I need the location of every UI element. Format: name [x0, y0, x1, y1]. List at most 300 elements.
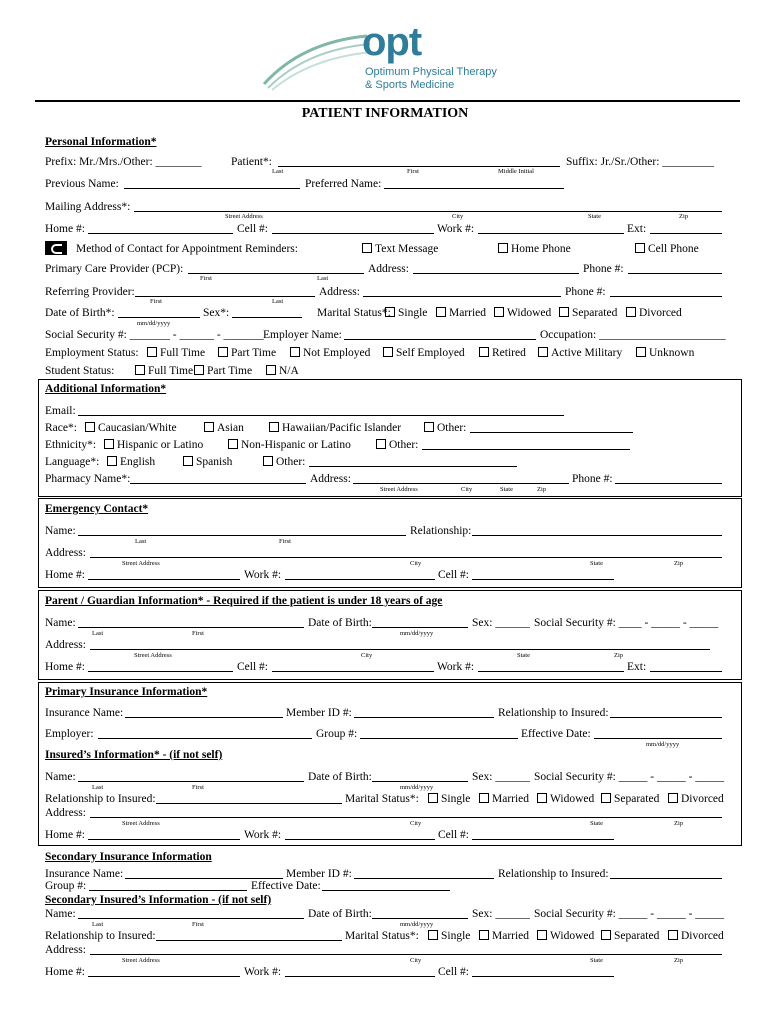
guardian-state-caption: State [517, 652, 530, 659]
emergency-relationship-line[interactable] [472, 535, 722, 536]
cell-phone-label: Cell Phone [648, 243, 699, 255]
preferred-name-label: Preferred Name: [305, 178, 382, 190]
insured-rel-line[interactable] [156, 803, 342, 804]
race-caucasian-option[interactable] [85, 421, 177, 435]
emp-part-label: Part Time [231, 347, 277, 359]
contact-cell-option[interactable] [635, 242, 699, 256]
insured-married-label: Married [492, 793, 530, 805]
phone-icon [45, 241, 67, 255]
guardian-name-line[interactable] [78, 627, 304, 628]
ext-label: Ext: [627, 223, 647, 235]
insured-single-label: Single [441, 793, 471, 805]
emp-full-checkbox[interactable] [147, 347, 157, 357]
patient-last-caption: Last [272, 168, 284, 175]
insured-divorced-label: Divorced [681, 793, 724, 805]
emp-part-checkbox[interactable] [218, 347, 228, 357]
pcp-address-label: Address: [368, 263, 409, 275]
ethnicity-hispanic-checkbox[interactable] [104, 439, 114, 449]
pcp-label: Primary Care Provider (PCP): [45, 263, 184, 275]
mailing-state-caption: State [588, 213, 601, 220]
emp-not-option[interactable] [290, 346, 370, 360]
sec-separated-checkbox[interactable] [601, 930, 611, 940]
primary-group-line[interactable] [360, 738, 518, 739]
guardian-dob-line[interactable] [372, 627, 468, 628]
language-other-option[interactable] [263, 455, 305, 469]
insured-first-caption: First [192, 784, 204, 791]
language-english-option[interactable] [107, 455, 155, 469]
secondary-member-label: Member ID #: [286, 868, 352, 880]
guardian-sex-field[interactable]: Sex: ______ [472, 617, 530, 629]
personal-heading: Personal Information* [45, 136, 157, 148]
guardian-ssn-field[interactable]: Social Security #: ____ - _____ - _____ [534, 617, 719, 629]
insured-zip-caption: Zip [674, 820, 684, 827]
referring-address-label: Address: [319, 286, 360, 298]
emp-retired-option[interactable] [479, 346, 526, 360]
primary-insname-line[interactable] [125, 717, 283, 718]
ethnicity-non-label: Non-Hispanic or Latino [241, 439, 351, 451]
sec-insured-home-line[interactable] [88, 976, 240, 977]
dob-format-caption: mm/dd/yyyy [137, 320, 171, 327]
text-message-checkbox[interactable] [362, 243, 372, 253]
sec-insured-dob-label: Date of Birth: [308, 908, 372, 920]
pharmacy-phone-label: Phone #: [572, 473, 613, 485]
sec-insured-street-caption: Street Address [122, 957, 160, 964]
secondary-group-label: Group #: [45, 880, 87, 892]
primary-relationship-label: Relationship to Insured: [498, 707, 609, 719]
race-caucasian-label: Caucasian/White [98, 422, 177, 434]
primary-heading: Primary Insurance Information* [45, 686, 208, 698]
referring-address-line[interactable] [363, 296, 561, 297]
sec-separated-option[interactable] [601, 929, 659, 943]
insured-divorced-option[interactable] [668, 792, 724, 806]
sec-insured-zip-caption: Zip [674, 957, 684, 964]
ethnicity-other-line[interactable] [422, 449, 630, 450]
married-checkbox[interactable] [436, 307, 446, 317]
guardian-home-line[interactable] [88, 671, 233, 672]
emp-unknown-checkbox[interactable] [636, 347, 646, 357]
emp-military-option[interactable] [538, 346, 622, 360]
emergency-cell-line[interactable] [472, 579, 614, 580]
insured-separated-option[interactable] [601, 792, 659, 806]
insured-marital-label: Marital Status*: [345, 793, 419, 805]
referring-last-caption: Last [272, 298, 284, 305]
sex-line[interactable] [232, 317, 302, 318]
dob-label: Date of Birth*: [45, 307, 115, 319]
emp-not-label: Not Employed [303, 347, 371, 359]
insured-dob-caption: mm/dd/yyyy [400, 784, 434, 791]
student-status-label: Student Status: [45, 365, 115, 377]
home-phone-checkbox[interactable] [498, 243, 508, 253]
race-hawaiian-option[interactable] [269, 421, 401, 435]
sec-divorced-label: Divorced [681, 930, 724, 942]
ethnicity-label: Ethnicity*: [45, 439, 97, 451]
emergency-work-line[interactable] [285, 579, 435, 580]
sec-insured-rel-label: Relationship to Insured: [45, 930, 156, 942]
employer-line[interactable] [344, 339, 536, 340]
student-part-checkbox[interactable] [194, 365, 204, 375]
pcp-phone-line[interactable] [628, 273, 722, 274]
page-title: PATIENT INFORMATION [301, 106, 469, 121]
guardian-home-label: Home #: [45, 661, 85, 673]
occupation-field[interactable]: Occupation: ______________________ [540, 329, 726, 341]
emp-military-checkbox[interactable] [538, 347, 548, 357]
sec-divorced-option[interactable] [668, 929, 724, 943]
contact-method-label: Method of Contact for Appointment Reminders: [76, 243, 298, 255]
cell-phone-checkbox[interactable] [635, 243, 645, 253]
emergency-last-caption: Last [135, 538, 147, 545]
suffix-field[interactable]: Suffix: Jr./Sr./Other: _________ [566, 156, 715, 168]
widowed-option[interactable] [494, 306, 551, 320]
guardian-first-caption: First [192, 630, 204, 637]
secondary-effective-label: Effective Date: [251, 880, 321, 892]
race-label: Race*: [45, 422, 77, 434]
emergency-address-label: Address: [45, 547, 86, 559]
work-line[interactable] [478, 233, 624, 234]
logo-swoosh-icon [262, 32, 372, 92]
language-spanish-checkbox[interactable] [183, 456, 193, 466]
patient-first-caption: First [407, 168, 419, 175]
single-checkbox[interactable] [385, 307, 395, 317]
separated-label: Separated [572, 307, 618, 319]
student-full-option[interactable] [135, 364, 193, 378]
race-other-line[interactable] [470, 432, 633, 433]
sec-widowed-checkbox[interactable] [537, 930, 547, 940]
emergency-work-label: Work #: [244, 569, 282, 581]
sec-single-option[interactable] [428, 929, 470, 943]
sec-single-label: Single [441, 930, 471, 942]
additional-heading: Additional Information* [45, 383, 167, 395]
sec-insured-work-label: Work #: [244, 966, 282, 978]
emergency-home-label: Home #: [45, 569, 85, 581]
mailing-label: Mailing Address*: [45, 201, 131, 213]
language-other-checkbox[interactable] [263, 456, 273, 466]
divorced-checkbox[interactable] [626, 307, 636, 317]
guardian-address-label: Address: [45, 639, 86, 651]
emp-not-checkbox[interactable] [290, 347, 300, 357]
insured-address-label: Address: [45, 807, 86, 819]
pharmacy-label: Pharmacy Name*: [45, 473, 131, 485]
primary-insured-heading: Insured’s Information* - (if not self) [45, 749, 223, 761]
language-spanish-option[interactable] [183, 455, 232, 469]
dob-line[interactable] [118, 317, 200, 318]
secondary-relationship-label: Relationship to Insured: [498, 868, 609, 880]
student-full-checkbox[interactable] [135, 365, 145, 375]
guardian-name-label: Name: [45, 617, 76, 629]
insured-name-label: Name: [45, 771, 76, 783]
insured-married-option[interactable] [479, 792, 529, 806]
guardian-cell-label: Cell #: [237, 661, 268, 673]
race-caucasian-checkbox[interactable] [85, 422, 95, 432]
sec-married-label: Married [492, 930, 530, 942]
guardian-dob-caption: mm/dd/yyyy [400, 630, 434, 637]
insured-address-line[interactable] [90, 817, 722, 818]
sec-insured-cell-line[interactable] [472, 976, 614, 977]
ext-line[interactable] [650, 233, 722, 234]
pharmacy-line[interactable] [130, 483, 306, 484]
sec-insured-last-caption: Last [92, 921, 104, 928]
guardian-last-caption: Last [92, 630, 104, 637]
insured-single-option[interactable] [428, 792, 470, 806]
single-label: Single [398, 307, 428, 319]
pharmacy-city-caption: City [461, 486, 473, 493]
insured-ssn-field[interactable]: Social Security #: _____ - _____ - _____ [534, 771, 725, 783]
sec-insured-state-caption: State [590, 957, 603, 964]
sec-insured-cell-label: Cell #: [438, 966, 469, 978]
student-na-label: N/A [279, 365, 299, 377]
home-phone-label: Home Phone [511, 243, 571, 255]
ethnicity-other-option[interactable] [376, 438, 418, 452]
ethnicity-non-option[interactable] [228, 438, 351, 452]
student-full-label: Full Time [148, 365, 194, 377]
emp-military-label: Active Military [551, 347, 623, 359]
emp-self-checkbox[interactable] [383, 347, 393, 357]
language-label: Language*: [45, 456, 100, 468]
secondary-relationship-line[interactable] [610, 878, 722, 879]
sec-married-checkbox[interactable] [479, 930, 489, 940]
insured-city-caption: City [410, 820, 422, 827]
guardian-dob-label: Date of Birth: [308, 617, 372, 629]
insured-name-line[interactable] [78, 781, 304, 782]
ethnicity-non-checkbox[interactable] [228, 439, 238, 449]
sec-widowed-label: Widowed [550, 930, 595, 942]
secondary-heading: Secondary Insurance Information [45, 851, 212, 863]
ethnicity-hispanic-label: Hispanic or Latino [117, 439, 204, 451]
sec-divorced-checkbox[interactable] [668, 930, 678, 940]
emergency-city-caption: City [410, 560, 422, 567]
insured-cell-label: Cell #: [438, 829, 469, 841]
guardian-work-label: Work #: [437, 661, 475, 673]
guardian-zip-caption: Zip [614, 652, 624, 659]
sec-insured-sex-field[interactable]: Sex: ______ [472, 908, 530, 920]
emp-self-option[interactable] [383, 346, 465, 360]
pharmacy-phone-line[interactable] [615, 483, 722, 484]
pharmacy-zip-caption: Zip [537, 486, 547, 493]
previous-name-line[interactable] [124, 188, 300, 189]
marital-label: Marital Status*: [317, 307, 391, 319]
primary-effective-caption: mm/dd/yyyy [646, 741, 680, 748]
email-line[interactable] [78, 415, 564, 416]
mailing-line[interactable] [134, 211, 722, 212]
insured-work-label: Work #: [244, 829, 282, 841]
secondary-group-line[interactable] [89, 890, 247, 891]
ethnicity-other-label: Other: [389, 439, 419, 451]
student-part-label: Part Time [207, 365, 253, 377]
logo [262, 20, 497, 96]
insured-widowed-option[interactable] [537, 792, 594, 806]
cell-label: Cell #: [237, 223, 268, 235]
widowed-label: Widowed [507, 307, 552, 319]
married-label: Married [449, 307, 487, 319]
insured-home-label: Home #: [45, 829, 85, 841]
pcp-address-line[interactable] [413, 273, 579, 274]
secondary-insname-label: Insurance Name: [45, 868, 124, 880]
insured-rel-label: Relationship to Insured: [45, 793, 156, 805]
emergency-name-label: Name: [45, 525, 76, 537]
language-other-label: Other: [276, 456, 306, 468]
insured-widowed-label: Widowed [550, 793, 595, 805]
insured-separated-label: Separated [614, 793, 660, 805]
guardian-heading: Parent / Guardian Information* - Required if the patient is under 18 years of age [45, 595, 443, 607]
text-message-label: Text Message [375, 243, 439, 255]
insured-last-caption: Last [92, 784, 104, 791]
sec-insured-address-label: Address: [45, 944, 86, 956]
emergency-cell-label: Cell #: [438, 569, 469, 581]
emergency-zip-caption: Zip [674, 560, 684, 567]
previous-name-label: Previous Name: [45, 178, 119, 190]
referring-first-caption: First [150, 298, 162, 305]
emp-retired-label: Retired [492, 347, 526, 359]
sec-insured-address-line[interactable] [90, 954, 722, 955]
referring-label: Referring Provider: [45, 286, 135, 298]
primary-member-line[interactable] [354, 717, 494, 718]
referring-line[interactable] [135, 296, 315, 297]
insured-widowed-checkbox[interactable] [537, 793, 547, 803]
emp-status-label: Employment Status: [45, 347, 139, 359]
language-english-label: English [120, 456, 156, 468]
work-label: Work #: [437, 223, 475, 235]
mailing-city-caption: City [452, 213, 464, 220]
emp-unknown-option[interactable] [636, 346, 694, 360]
prefix-field[interactable]: Prefix: Mr./Mrs./Other: ________ [45, 156, 202, 168]
student-part-option[interactable] [194, 364, 252, 378]
sec-single-checkbox[interactable] [428, 930, 438, 940]
race-asian-checkbox[interactable] [204, 422, 214, 432]
pcp-line[interactable] [188, 273, 364, 274]
insured-dob-label: Date of Birth: [308, 771, 372, 783]
guardian-city-caption: City [361, 652, 373, 659]
referring-phone-line[interactable] [610, 296, 722, 297]
emergency-address-line[interactable] [90, 557, 722, 558]
primary-employer-label: Employer: [45, 728, 94, 740]
insured-state-caption: State [590, 820, 603, 827]
primary-effective-label: Effective Date: [521, 728, 591, 740]
insured-married-checkbox[interactable] [479, 793, 489, 803]
emergency-street-caption: Street Address [122, 560, 160, 567]
insured-single-checkbox[interactable] [428, 793, 438, 803]
primary-employer-line[interactable] [98, 738, 312, 739]
emergency-state-caption: State [590, 560, 603, 567]
sec-insured-rel-line[interactable] [156, 940, 342, 941]
sec-insured-dob-line[interactable] [372, 918, 468, 919]
guardian-address-line[interactable] [90, 649, 710, 650]
primary-effective-line[interactable] [594, 738, 722, 739]
contact-text-option[interactable] [362, 242, 438, 256]
divorced-label: Divorced [639, 307, 682, 319]
insured-cell-line[interactable] [472, 839, 614, 840]
emp-retired-checkbox[interactable] [479, 347, 489, 357]
insured-separated-checkbox[interactable] [601, 793, 611, 803]
guardian-ext-line[interactable] [650, 671, 722, 672]
separated-option[interactable] [559, 306, 617, 320]
emergency-heading: Emergency Contact* [45, 503, 149, 515]
referring-phone-label: Phone #: [565, 286, 606, 298]
race-hawaiian-checkbox[interactable] [269, 422, 279, 432]
pharmacy-street-caption: Street Address [380, 486, 418, 493]
mailing-street-caption: Street Address [225, 213, 263, 220]
sec-insured-name-line[interactable] [78, 918, 304, 919]
preferred-name-line[interactable] [384, 188, 564, 189]
pcp-first-caption: First [200, 275, 212, 282]
pharmacy-state-caption: State [500, 486, 513, 493]
emergency-name-line[interactable] [78, 535, 406, 536]
primary-group-label: Group #: [316, 728, 358, 740]
single-option[interactable] [385, 306, 427, 320]
student-na-checkbox[interactable] [266, 365, 276, 375]
email-label: Email: [45, 405, 76, 417]
student-na-option[interactable] [266, 364, 299, 378]
insured-divorced-checkbox[interactable] [668, 793, 678, 803]
insured-home-line[interactable] [88, 839, 240, 840]
language-other-line[interactable] [309, 466, 517, 467]
insured-street-caption: Street Address [122, 820, 160, 827]
insured-sex-field[interactable]: Sex: ______ [472, 771, 530, 783]
guardian-cell-line[interactable] [272, 671, 434, 672]
race-other-checkbox[interactable] [424, 422, 434, 432]
sec-insured-marital-label: Marital Status*: [345, 930, 419, 942]
guardian-street-caption: Street Address [134, 652, 172, 659]
sec-married-option[interactable] [479, 929, 529, 943]
home-line[interactable] [88, 233, 233, 234]
logo-line2: & Sports Medicine [365, 79, 455, 91]
pharmacy-address-line[interactable] [353, 483, 569, 484]
emergency-home-line[interactable] [88, 579, 240, 580]
emp-full-label: Full Time [160, 347, 206, 359]
ssn-field[interactable]: Social Security #: _______ - ______ - _______ [45, 329, 264, 341]
primary-relationship-line[interactable] [610, 717, 722, 718]
ethnicity-hispanic-option[interactable] [104, 438, 203, 452]
divorced-option[interactable] [626, 306, 682, 320]
secondary-insured-heading: Secondary Insured’s Information - (if not self) [45, 894, 272, 906]
language-english-checkbox[interactable] [107, 456, 117, 466]
sec-insured-ssn-field[interactable]: Social Security #: _____ - _____ - _____ [534, 908, 725, 920]
insured-dob-line[interactable] [372, 781, 468, 782]
pharmacy-address-label: Address: [310, 473, 351, 485]
sex-label: Sex*: [203, 307, 230, 319]
patient-name-line[interactable] [278, 166, 560, 167]
home-label: Home #: [45, 223, 85, 235]
separated-checkbox[interactable] [559, 307, 569, 317]
pcp-last-caption: Last [317, 275, 329, 282]
sec-insured-home-label: Home #: [45, 966, 85, 978]
secondary-member-line[interactable] [354, 878, 494, 879]
emp-full-option[interactable] [147, 346, 205, 360]
race-asian-label: Asian [217, 422, 244, 434]
patient-middle-caption: Middle Initial [498, 168, 534, 175]
emp-part-option[interactable] [218, 346, 276, 360]
contact-home-option[interactable] [498, 242, 571, 256]
header-rule [35, 100, 740, 102]
guardian-work-line[interactable] [478, 671, 624, 672]
race-other-label: Other: [437, 422, 467, 434]
race-other-option[interactable] [424, 421, 466, 435]
sec-insured-work-line[interactable] [285, 976, 435, 977]
primary-member-label: Member ID #: [286, 707, 352, 719]
emp-self-label: Self Employed [396, 347, 465, 359]
logo-line1: Optimum Physical Therapy [365, 66, 497, 78]
widowed-checkbox[interactable] [494, 307, 504, 317]
cell-line[interactable] [272, 233, 434, 234]
ethnicity-other-checkbox[interactable] [376, 439, 386, 449]
sec-widowed-option[interactable] [537, 929, 594, 943]
sec-insured-dob-caption: mm/dd/yyyy [400, 921, 434, 928]
married-option[interactable] [436, 306, 486, 320]
emp-unknown-label: Unknown [649, 347, 695, 359]
pcp-phone-label: Phone #: [583, 263, 624, 275]
race-hawaiian-label: Hawaiian/Pacific Islander [282, 422, 402, 434]
race-asian-option[interactable] [204, 421, 244, 435]
insured-work-line[interactable] [285, 839, 435, 840]
secondary-effective-line[interactable] [322, 890, 450, 891]
